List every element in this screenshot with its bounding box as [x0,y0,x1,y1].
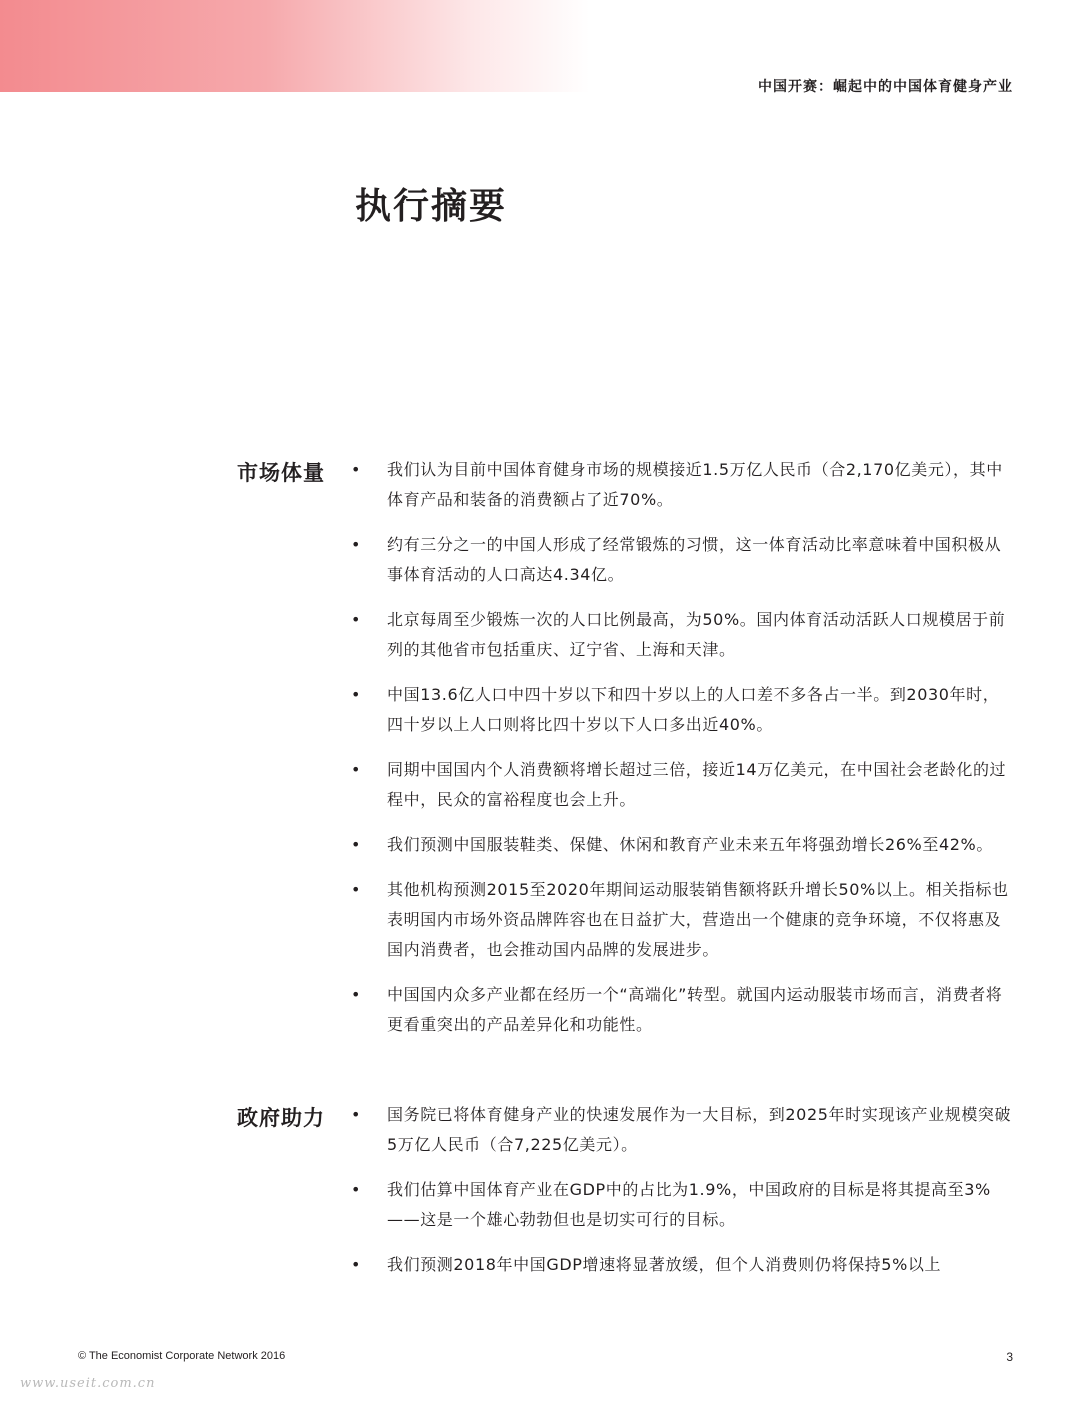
bullet-text: 我们估算中国体育产业在GDP中的占比为1.9%，中国政府的目标是将其提高至3%——这是一个雄心勃勃但也是切实可行的目标。 [387,1180,991,1229]
bullet-icon: • [351,985,361,1004]
bullet-icon: • [351,460,361,479]
bullet-icon: • [351,1180,361,1199]
list-item [350,605,1015,665]
bullet-text: 北京每周至少锻炼一次的人口比例最高，为50%。国内体育活动活跃人口规模居于前列的其他省市包括重庆、辽宁省、上海和天津。 [387,610,1006,659]
bullet-text: 中国13.6亿人口中四十岁以下和四十岁以上的人口差不多各占一半。到2030年时，四十岁以上人口则将比四十岁以下人口多出近40%。 [387,685,1000,734]
bullet-text: 其他机构预测2015至2020年期间运动服装销售额将跃升增长50%以上。相关指标也表明国内市场外资品牌阵容也在日益扩大，营造出一个健康的竞争环境，不仅将惠及国内消费者，也会推动国内品牌的发展进步。 [387,880,1009,959]
footer-copyright: © The Economist Corporate Network 2016 [78,1350,286,1362]
bullet-text: 同期中国国内个人消费额将增长超过三倍，接近14万亿美元，在中国社会老龄化的过程中，民众的富裕程度也会上升。 [387,760,1007,809]
bullet-icon: • [351,535,361,554]
bullet-text: 约有三分之一的中国人形成了经常锻炼的习惯，这一体育活动比率意味着中国积极从事体育活动的人口高达4.34亿。 [387,535,1002,584]
bullet-list [350,1100,1015,1295]
bullet-text: 我们预测2018年中国GDP增速将显著放缓，但个人消费则仍将保持5%以上 [387,1255,942,1274]
bullet-text: 国务院已将体育健身产业的快速发展作为一大目标，到2025年时实现该产业规模突破5万亿人民币（合7,225亿美元）。 [387,1105,1012,1154]
bullet-icon: • [351,1105,361,1124]
list-item [350,1175,1015,1235]
list-item [350,980,1015,1040]
running-header-title: 中国开赛：崛起中的中国体育健身产业 [758,79,1013,95]
bullet-text: 中国国内众多产业都在经历一个“高端化”转型。就国内运动服装市场而言，消费者将更看重突出的产品差异化和功能性。 [387,985,1003,1034]
page-title: 执行摘要 [355,186,508,227]
list-item [350,875,1015,965]
bullet-icon: • [351,880,361,899]
watermark: www.useit.com.cn [20,1376,156,1391]
list-item [350,530,1015,590]
bullet-icon: • [351,610,361,629]
bullet-text: 我们预测中国服装鞋类、保健、休闲和教育产业未来五年将强劲增长26%至42%。 [387,835,993,854]
bullet-icon: • [351,835,361,854]
bullet-icon: • [351,685,361,704]
list-item [350,1100,1015,1160]
list-item [350,1250,1015,1280]
page-number: 3 [1006,1350,1013,1364]
bullet-icon: • [351,1255,361,1274]
section-heading: 市场体量 [237,461,325,485]
section-heading: 政府助力 [237,1106,325,1130]
list-item [350,455,1015,515]
list-item [350,830,1015,860]
list-item [350,755,1015,815]
bullet-list [350,455,1015,1055]
bullet-icon: • [351,760,361,779]
list-item [350,680,1015,740]
bullet-text: 我们认为目前中国体育健身市场的规模接近1.5万亿人民币（合2,170亿美元），其中体育产品和装备的消费额占了近70%。 [387,460,1003,509]
header-color-band [0,0,590,92]
